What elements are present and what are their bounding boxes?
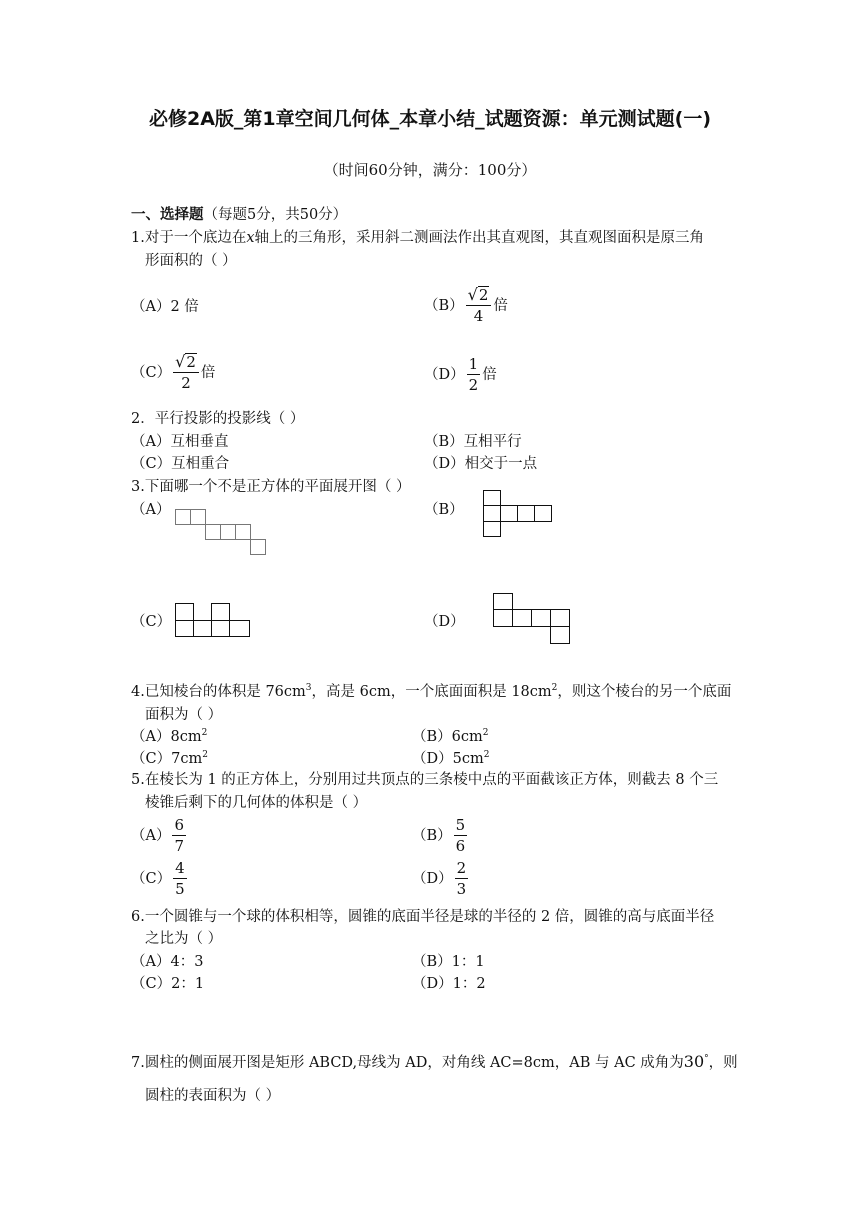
q4-stem-line1 <box>131 681 731 703</box>
q7-stem-line2: 圆柱的表面积为（ ） <box>145 1088 281 1104</box>
q5-option-d-fraction <box>455 858 469 899</box>
q4-text-b: ，高是 6cm，一个底面面积是 18cm <box>311 684 552 700</box>
q4-option-c <box>131 748 208 770</box>
section-heading <box>131 204 347 226</box>
cube-net-c-diagram <box>174 602 252 638</box>
q1-c-denominator: 2 <box>181 374 191 392</box>
q6-stem-line1: 6.一个圆锥与一个球的体积相等，圆锥的底面半径是球的半径的 2 倍，圆锥的高与底面半径 <box>131 909 715 925</box>
q1-option-b <box>424 285 508 326</box>
q7-angle: 30 <box>683 1052 705 1071</box>
q4-option-b <box>412 726 489 748</box>
q5-stem-line2: 棱锥后剩下的几何体的体积是（ ） <box>145 795 368 811</box>
q4-option-a-sup: 2 <box>201 728 208 738</box>
q4-stem-line2: 面积为（ ） <box>145 707 223 723</box>
q7-degree: ° <box>704 1054 709 1064</box>
q1-option-d-fraction <box>467 354 481 395</box>
q1-option-b-label: （B） <box>424 297 464 314</box>
q3-stem: 3.下面哪一个不是正方体的平面展开图（ ） <box>131 479 411 495</box>
q7-stem-line1 <box>131 1051 738 1074</box>
q4-option-b-text: （B）6cm <box>412 729 483 745</box>
q6-option-c: （C）2：1 <box>131 976 205 992</box>
q1-var-x: x <box>246 230 255 246</box>
q4-option-d-text: （D）5cm <box>412 751 484 767</box>
q1-option-d-label: （D） <box>424 366 465 383</box>
q4-option-b-sup: 2 <box>482 728 489 738</box>
q4-sup-3: 3 <box>305 683 312 693</box>
q6-stem-line2: 之比为（ ） <box>145 931 223 947</box>
q4-option-c-sup: 2 <box>202 750 208 760</box>
q6-option-b: （B）1：1 <box>412 954 485 970</box>
exam-info: （时间60分钟，满分：100分） <box>323 161 537 179</box>
q5-option-a-fraction <box>172 815 186 856</box>
q1-d-numerator: 1 <box>468 355 479 373</box>
q1-option-c-unit: 倍 <box>200 364 216 381</box>
q5-option-a-label: （A） <box>131 827 171 844</box>
section-heading-label: 一、选择题 <box>131 206 204 223</box>
q5-option-c-label: （C） <box>131 870 172 887</box>
q5-a-denominator: 7 <box>174 837 185 855</box>
q5-option-b <box>412 815 469 856</box>
q2-stem: 2．平行投影的投影线（ ） <box>131 411 305 427</box>
cube-net-d-diagram <box>492 592 572 646</box>
q3-option-b: （B） <box>424 502 464 518</box>
q4-sup-2: 2 <box>551 683 558 693</box>
q1-b-denominator: 4 <box>473 307 484 325</box>
q3-option-c: （C） <box>131 614 172 630</box>
q2-option-d: （D）相交于一点 <box>424 456 538 472</box>
q5-option-d <box>412 858 470 899</box>
q6-option-d: （D）1：2 <box>412 976 486 992</box>
q1-b-numerator: 2 <box>478 286 489 304</box>
section-note: （每题5分，共50分） <box>203 207 348 223</box>
q1-text-b: 轴上的三角形，采用斜二测画法作出其直观图，其直观图面积是原三角 <box>254 230 705 246</box>
q5-option-b-label: （B） <box>412 827 452 844</box>
page-title: 必修2A版_第1章空间几何体_本章小结_试题资源：单元测试题(一) <box>148 108 711 130</box>
q4-option-d-sup: 2 <box>483 750 490 760</box>
cube-net-a-diagram <box>175 509 267 560</box>
cube-net-b-diagram <box>483 490 553 538</box>
q1-stem-line2: 形面积的（ ） <box>145 253 237 269</box>
q1-option-d <box>424 354 497 395</box>
q1-option-c-label: （C） <box>131 364 172 381</box>
q5-a-numerator: 6 <box>174 816 185 834</box>
q5-b-denominator: 6 <box>455 837 466 855</box>
q1-d-denominator: 2 <box>468 376 479 394</box>
q4-option-a <box>131 726 207 748</box>
q5-c-numerator: 4 <box>175 859 185 877</box>
q1-option-b-unit: 倍 <box>493 297 508 314</box>
q5-option-b-fraction <box>454 815 468 856</box>
q3-option-d: （D） <box>424 614 465 630</box>
q5-c-denominator: 5 <box>175 880 185 898</box>
q4-text-c: ，则这个棱台的另一个底面 <box>557 684 732 700</box>
q5-b-numerator: 5 <box>455 816 466 834</box>
q5-d-numerator: 2 <box>456 859 467 877</box>
q1-option-c <box>131 352 215 393</box>
q4-option-a-text: （A）8cm <box>131 729 202 745</box>
q2-option-b: （B）互相平行 <box>424 434 522 450</box>
q5-d-denominator: 3 <box>456 880 467 898</box>
q4-option-c-text: （C）7cm <box>131 751 203 767</box>
q4-option-d <box>412 748 489 770</box>
q5-option-c <box>131 858 189 899</box>
q1-option-a: （A）2 倍 <box>131 299 199 315</box>
q2-option-a: （A）互相垂直 <box>131 434 229 450</box>
q1-c-numerator: 2 <box>186 353 196 371</box>
q5-option-a <box>131 815 188 856</box>
q1-text-a: 1.对于一个底边在 <box>131 230 247 246</box>
q5-option-c-fraction <box>173 858 187 899</box>
q6-option-a: （A）4：3 <box>131 954 204 970</box>
q1-option-d-unit: 倍 <box>482 366 497 383</box>
q3-option-a: （A） <box>131 502 171 518</box>
q5-stem-line1: 5.在棱长为 1 的正方体上，分别用过共顶点的三条棱中点的平面截该正方体，则截去 8 个三 <box>131 772 719 788</box>
q7-text-a: 7.圆柱的侧面展开图是矩形 ABCD,母线为 AD，对角线 AC=8cm，AB 与 AC 成角为 <box>131 1055 684 1071</box>
q1-option-c-fraction: √ 2 2 <box>173 352 199 393</box>
q4-text-a: 4.已知棱台的体积是 76cm <box>131 684 306 700</box>
q1-stem-line1 <box>131 227 704 249</box>
q5-option-d-label: （D） <box>412 870 453 887</box>
q2-option-c: （C）互相重合 <box>131 456 230 472</box>
q1-option-b-fraction: √ 2 4 <box>466 285 492 326</box>
q7-text-b: ，则 <box>708 1055 738 1071</box>
